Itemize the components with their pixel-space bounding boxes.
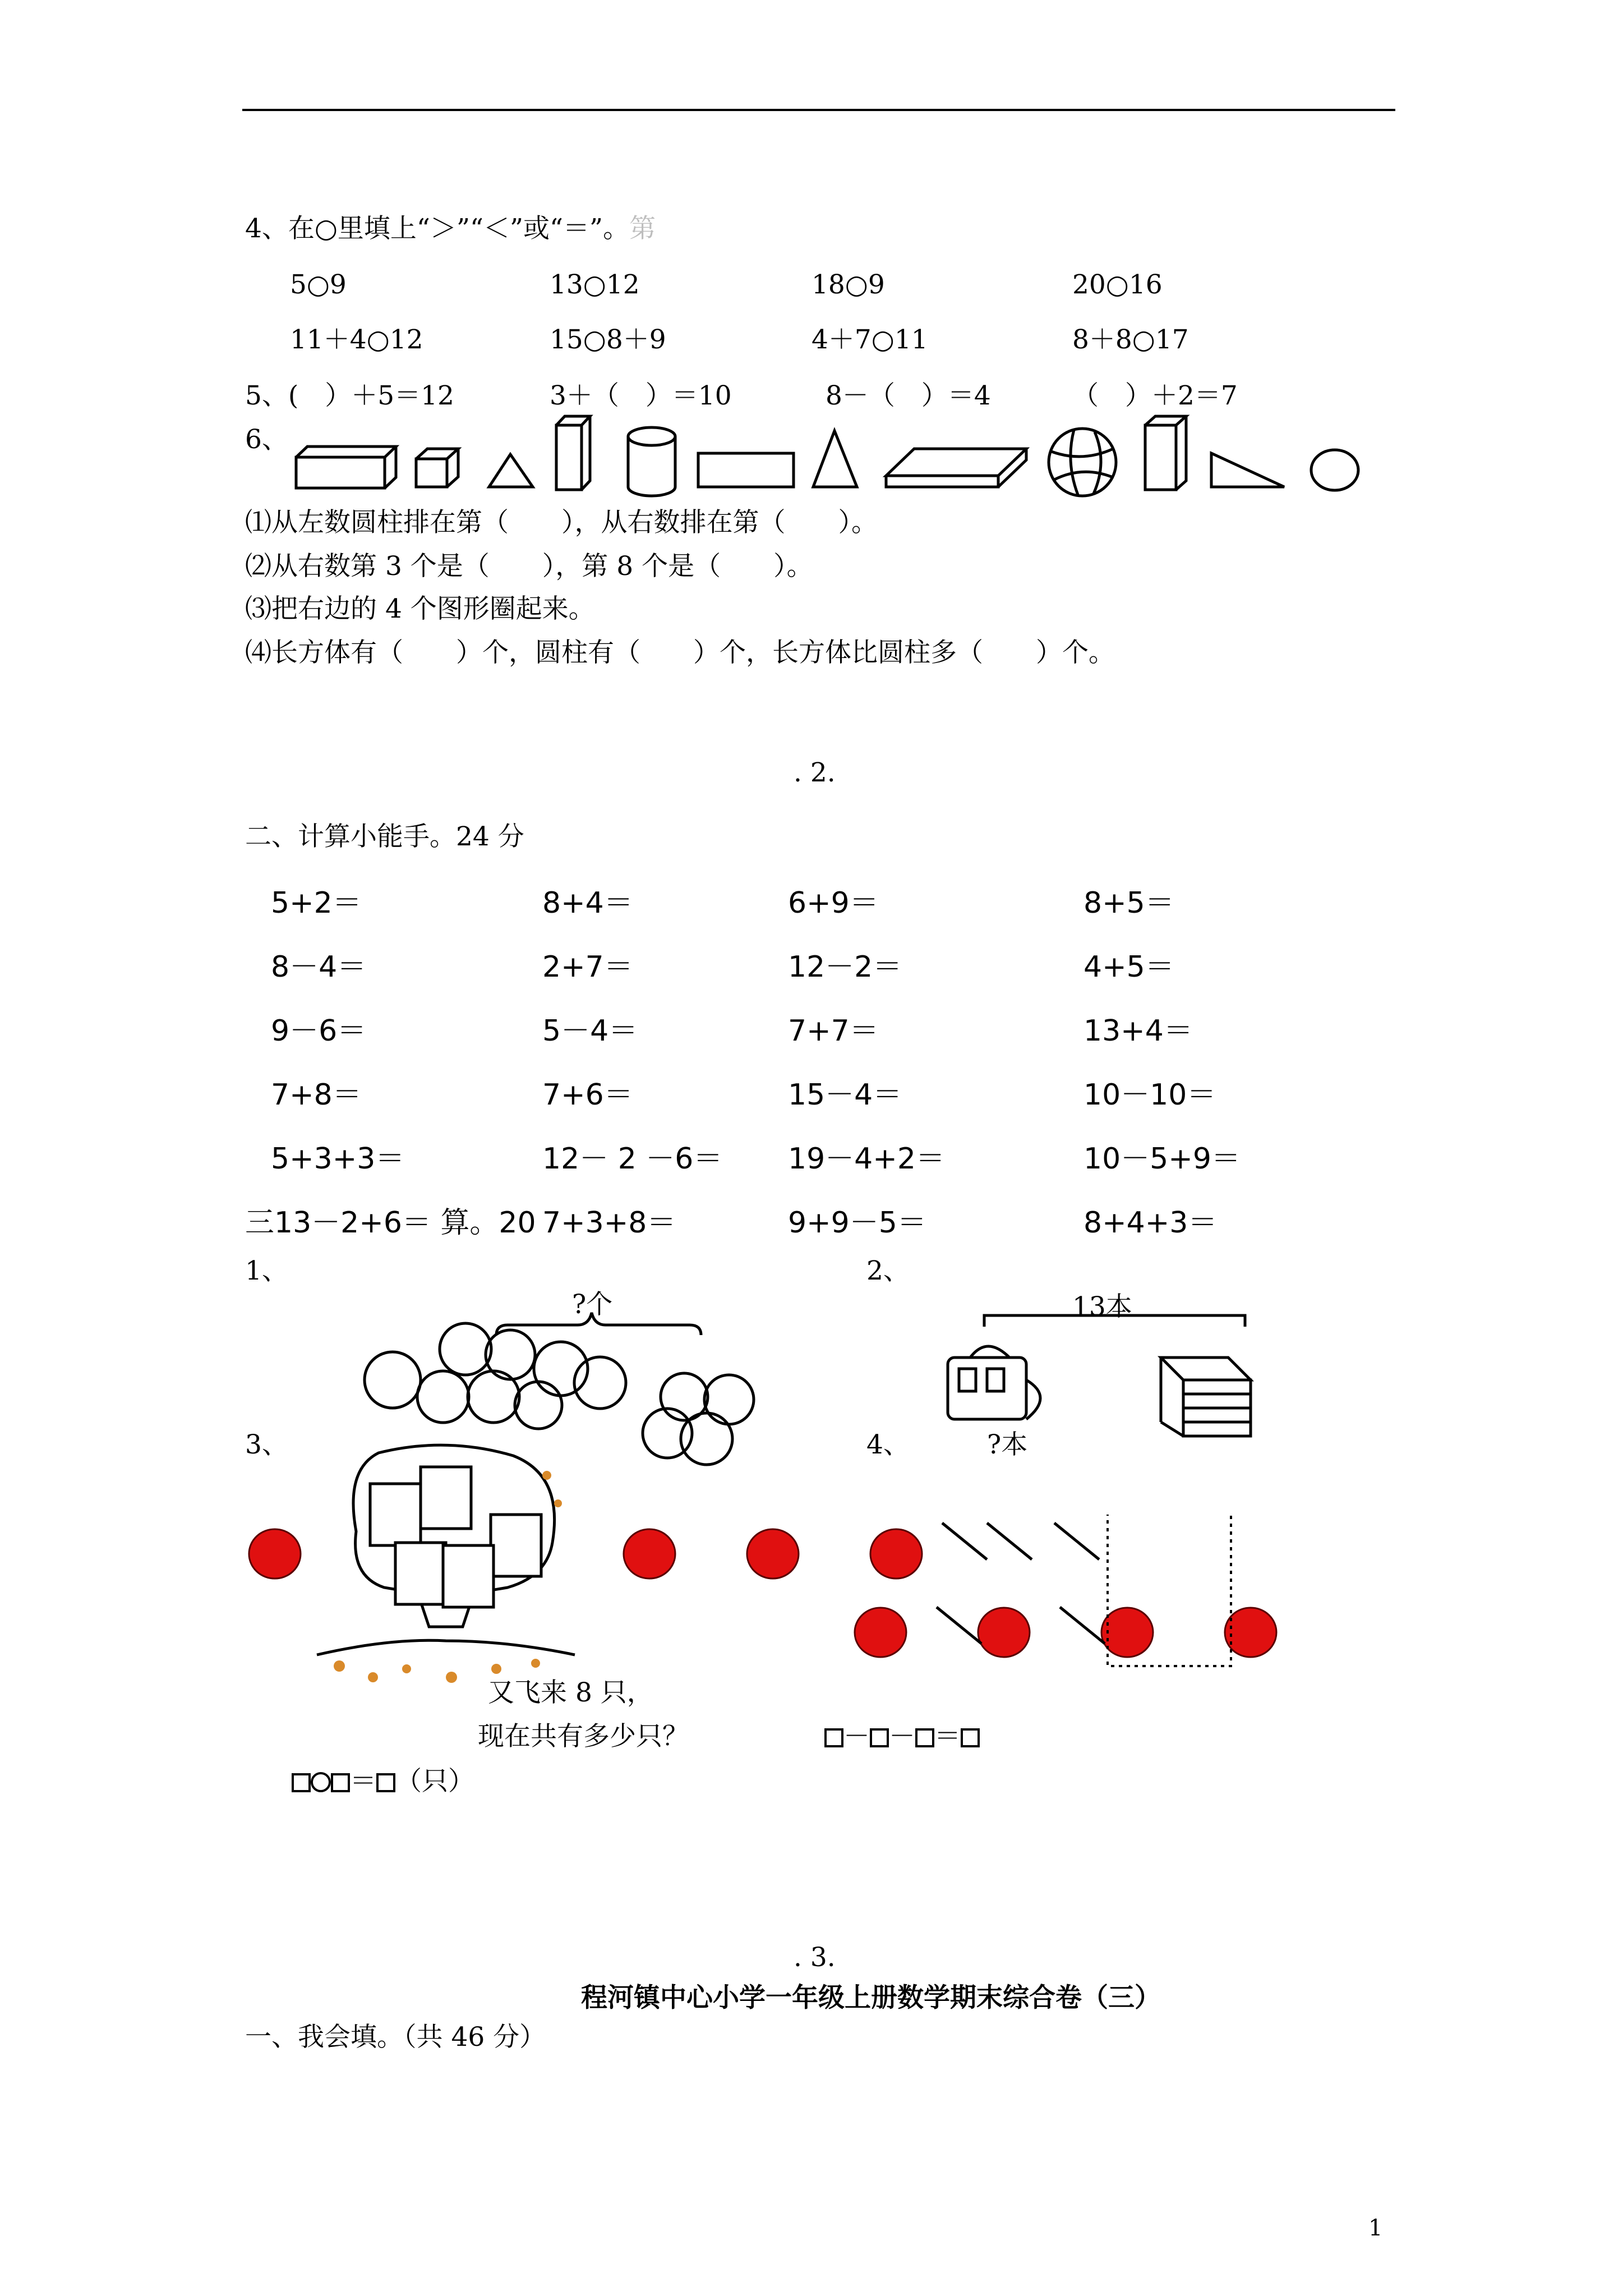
ball-icon <box>1049 429 1116 496</box>
bird-question: 现在共有多少只？ <box>478 1721 689 1752</box>
school-bag-icon <box>948 1346 1040 1419</box>
calc-r6-c3: 9+9－5＝ <box>788 1206 926 1240</box>
calc-r1-c2: 8+4＝ <box>542 886 633 920</box>
answer-box[interactable] <box>331 1773 350 1792</box>
problem-4-label: 4、 <box>866 1429 910 1460</box>
bird-formula-unit: （只） <box>395 1766 474 1797</box>
rectangle-icon <box>698 453 794 487</box>
calc-r1-c3: 6+9＝ <box>788 886 879 920</box>
q4-title <box>245 212 656 246</box>
q4-row1-c3: 18○9 <box>811 269 885 300</box>
calc-r6-overlap: 三13－2+6＝ 算。20 <box>245 1206 536 1240</box>
calc-r1-c4: 8+5＝ <box>1083 886 1174 920</box>
book-stack-icon <box>1161 1358 1251 1436</box>
q4-row2-c4: 8＋8○17 <box>1072 324 1189 355</box>
problem-3-label: 3、 <box>245 1429 288 1460</box>
calc-r6-c4: 8+4+3＝ <box>1083 1206 1218 1240</box>
answer-box[interactable] <box>961 1728 980 1747</box>
calc-r2-c2: 2+7＝ <box>542 950 633 984</box>
books-question-label: ?本 <box>987 1429 1028 1460</box>
calc-r4-c4: 10－10＝ <box>1083 1078 1216 1112</box>
calc-r4-c2: 7+6＝ <box>542 1078 633 1112</box>
q6-shapes-row <box>292 409 1374 510</box>
answer-box[interactable] <box>824 1728 843 1747</box>
q5-item-2: 3＋（ ）＝10 <box>550 380 732 411</box>
bird-formula: ＝ （只） <box>292 1765 474 1798</box>
tall-triangle-icon <box>813 431 857 487</box>
apples-bracket-label: ?个 <box>572 1289 613 1320</box>
cuboid-long-icon <box>296 447 396 488</box>
q6-line-3: ⑶把右边的 4 个图形圈起来。 <box>245 593 595 624</box>
calc-r2-c1: 8－4＝ <box>271 950 367 984</box>
bird-text-partial: 又飞来 8 只， <box>488 1677 653 1708</box>
calc-r5-c3: 19－4+2＝ <box>788 1142 945 1176</box>
operator-circle[interactable] <box>311 1772 331 1792</box>
cylinder-icon <box>628 427 675 496</box>
apple-formula: － － ＝ <box>824 1720 980 1754</box>
q4-row1-c1: 5○9 <box>290 269 347 300</box>
header-rule <box>242 109 1395 111</box>
apple-outline-icon <box>643 1373 754 1465</box>
calc-r3-c3: 7+7＝ <box>788 1014 879 1048</box>
next-section-title: 一、我会填。（共 46 分） <box>245 2022 546 2053</box>
calc-r3-c2: 5－4＝ <box>542 1014 638 1048</box>
q5-item-1: 5、( ）＋5＝12 <box>245 380 454 411</box>
problem-1-label: 1、 <box>245 1255 288 1286</box>
page-mark-3: . 3. <box>794 1942 836 1973</box>
calc-r6-c2: 7+3+8＝ <box>542 1206 676 1240</box>
q4-row1-c4: 20○16 <box>1072 269 1163 300</box>
answer-box[interactable] <box>376 1773 395 1792</box>
calc-r5-c2: 12－ 2 －6＝ <box>542 1142 723 1176</box>
answer-box[interactable] <box>870 1728 889 1747</box>
circle-icon <box>1311 450 1358 490</box>
answer-box[interactable] <box>292 1773 311 1792</box>
apple-outline-icon <box>365 1323 626 1429</box>
books-bracket-label: 13本 <box>1072 1291 1132 1322</box>
section2-title: 二、计算小能手。24 分 <box>245 821 524 852</box>
page-mark-2: . 2. <box>794 757 836 788</box>
cuboid-tall-icon <box>556 416 590 490</box>
right-triangle-icon <box>1211 453 1284 487</box>
calc-r1-c1: 5+2＝ <box>271 886 362 920</box>
red-apples-row <box>247 1515 1279 1683</box>
q4-row2-c2: 15○8＋9 <box>550 324 666 355</box>
next-paper-title: 程河镇中心小学一年级上册数学期末综合卷（三） <box>581 1982 1161 2013</box>
q6-line-2: ⑵从右数第 3 个是（ ），第 8 个是（ ）。 <box>245 551 813 582</box>
q4-faint-mark: 第 <box>629 213 656 244</box>
q4-row2-c3: 4＋7○11 <box>811 324 928 355</box>
q6-label: 6、 <box>245 424 288 455</box>
answer-box[interactable] <box>915 1728 934 1747</box>
q4-title-text: 4、在○里填上“＞”“＜”或“＝”。 <box>245 213 630 244</box>
calc-r5-c1: 5+3+3＝ <box>271 1142 405 1176</box>
triangle-icon <box>489 454 533 487</box>
problem-2-label: 2、 <box>866 1255 910 1286</box>
page-number: 1 <box>1368 2215 1383 2241</box>
calc-r3-c4: 13+4＝ <box>1083 1014 1193 1048</box>
calc-r2-c3: 12－2＝ <box>788 950 902 984</box>
flat-cuboid-icon <box>886 449 1026 487</box>
q6-line-1: ⑴从左数圆柱排在第（ ），从右数排在第（ ）。 <box>245 507 878 538</box>
cube-small-icon <box>416 449 458 487</box>
calc-r2-c4: 4+5＝ <box>1083 950 1174 984</box>
q4-row1-c2: 13○12 <box>550 269 640 300</box>
calc-r5-c4: 10－5+9＝ <box>1083 1142 1241 1176</box>
calc-r4-c1: 7+8＝ <box>271 1078 362 1112</box>
q5-item-3: 8－（ ）＝4 <box>826 380 991 411</box>
q6-line-4: ⑷长方体有（ ）个，圆柱有（ ）个，长方体比圆柱多（ ）个。 <box>245 637 1115 668</box>
q5-item-4: （ ）＋2＝7 <box>1072 380 1238 411</box>
cuboid-tall2-icon <box>1145 416 1186 490</box>
red-apple-icon <box>249 1529 1276 1657</box>
calc-r3-c1: 9－6＝ <box>271 1014 367 1048</box>
calc-r4-c3: 15－4＝ <box>788 1078 902 1112</box>
q4-row2-c1: 11＋4○12 <box>290 324 423 355</box>
